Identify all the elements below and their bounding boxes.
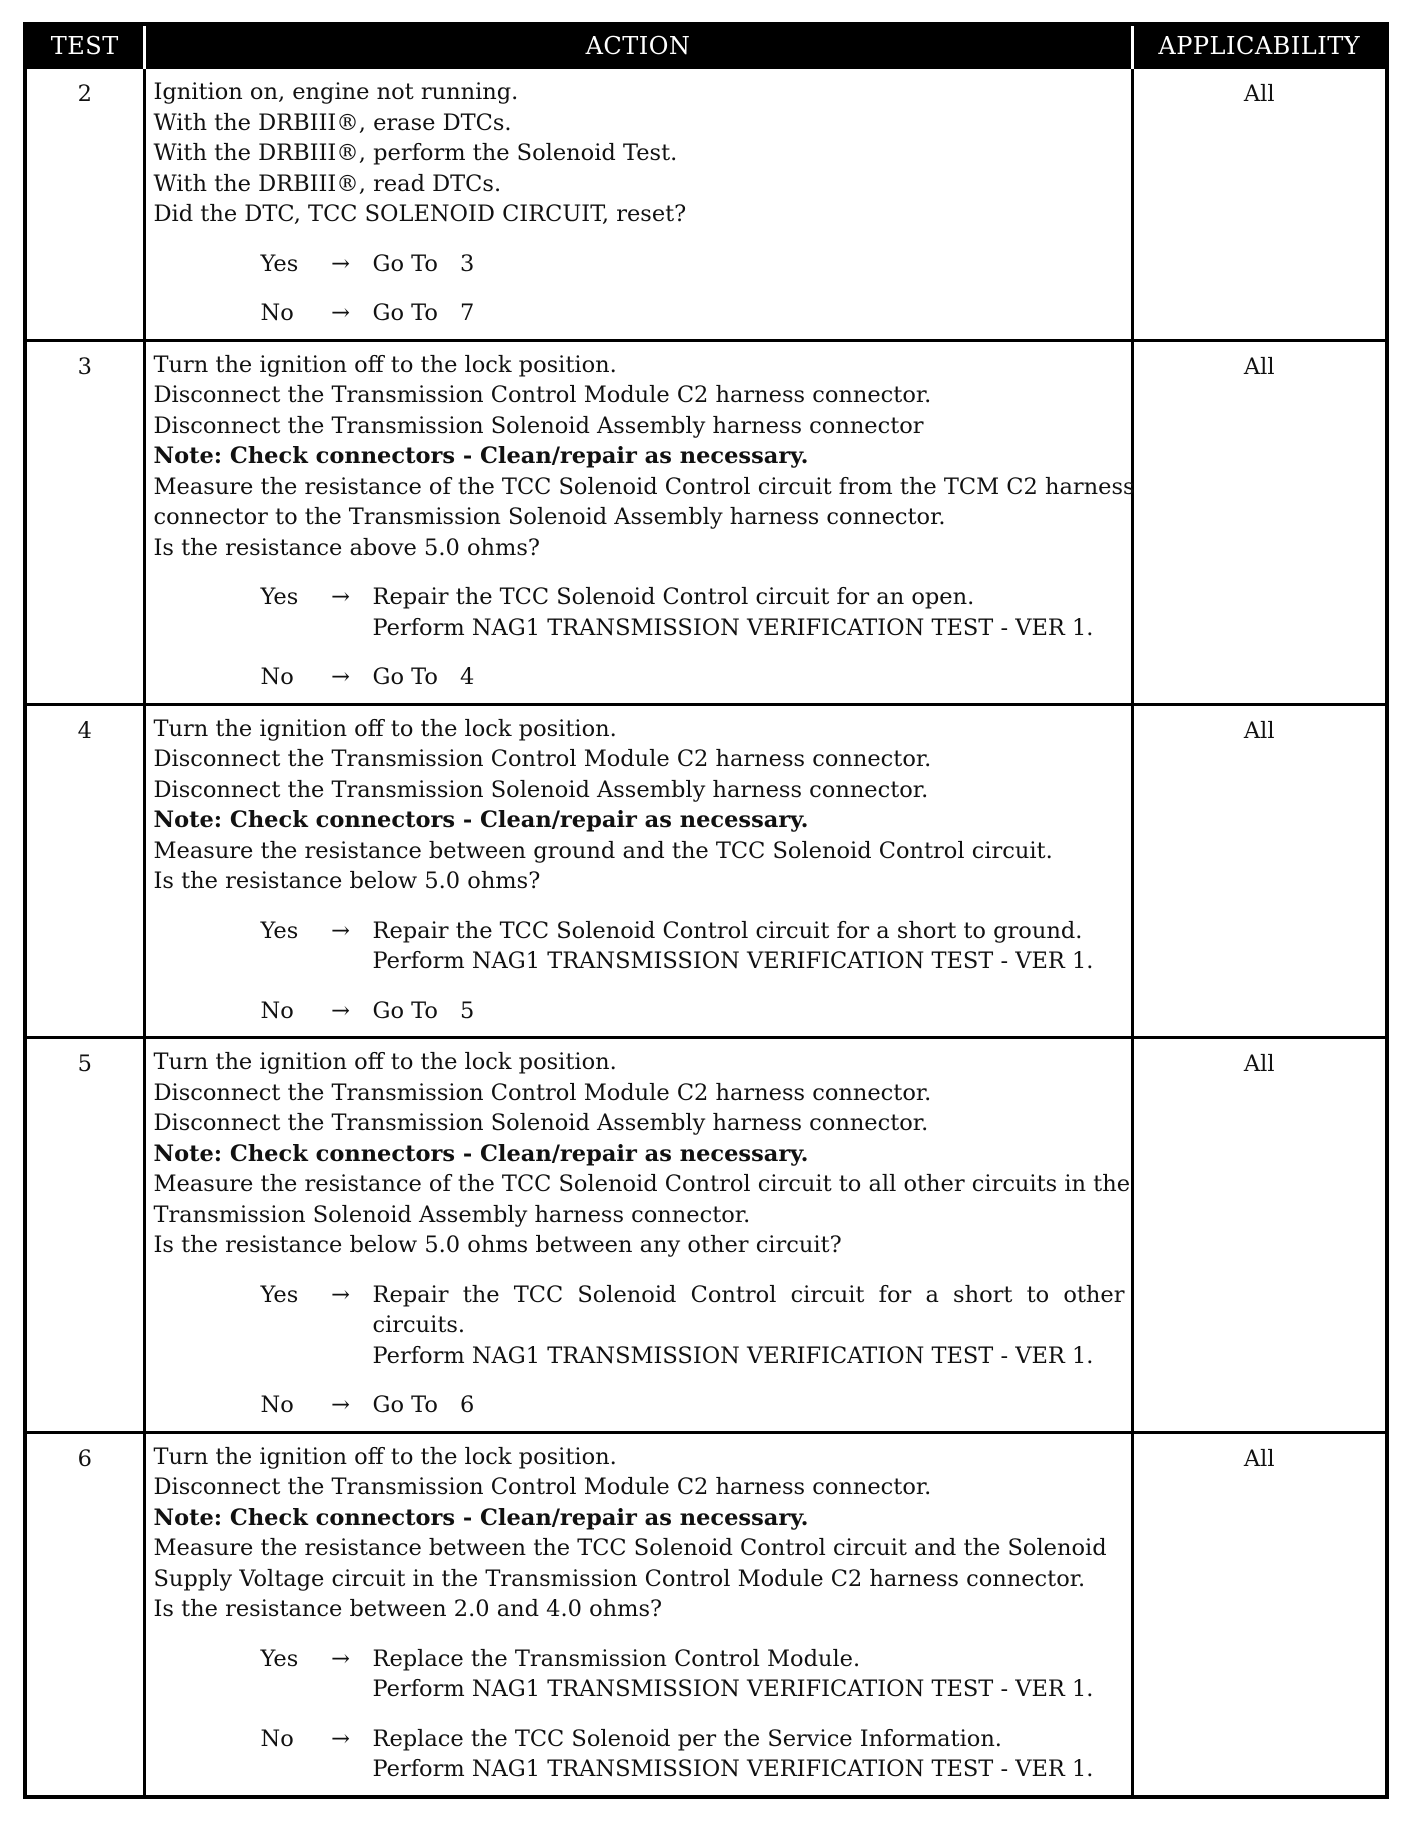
header-applicability: APPLICABILITY [1132,24,1387,68]
yes-result [373,1280,1125,1372]
yes-label: Yes [260,917,299,944]
yes-result-text: Repair the TCC Solenoid Control circuit for an open. [372,584,975,610]
arrow-right-icon: → [331,1392,350,1418]
note-text: Note: Check connectors - Clean/repair as necessary. [153,807,809,833]
action-cell [144,68,1132,341]
test-number: 2 [25,68,144,341]
action-cell [144,1038,1132,1433]
action-step: Disconnect the Transmission Solenoid Assembly harness connector. [153,776,929,803]
yes-label: Yes [260,1645,299,1672]
goto-label: Go To [372,300,438,326]
note-text: Note: Check connectors - Clean/repair as necessary. [153,1504,809,1531]
arrow-right-icon: → [331,664,350,690]
table-row [25,704,1387,1038]
action-question: Is the resistance below 5.0 ohms between any other circuit? [153,1232,842,1258]
verification-test-text: Perform NAG1 TRANSMISSION VERIFICATION TEST - VER 1. [372,1676,1094,1702]
action-step: Measure the resistance of the TCC Solenoid Control circuit to all other circuits in the [153,1171,1131,1197]
diagnostic-test-table [23,22,1389,1799]
arrow-right-icon: → [331,1645,350,1672]
action-step: connector to the Transmission Solenoid Assembly harness connector. [153,504,946,530]
action-step: Transmission Solenoid Assembly harness connector. [153,1201,751,1228]
goto-label: Go To [372,664,438,690]
goto-number: 5 [459,997,475,1024]
table-row [25,1432,1387,1797]
arrow-right-icon: → [331,1725,350,1752]
action-question: Is the resistance below 5.0 ohms? [153,868,541,894]
goto-label: Go To [372,250,438,277]
action-step: Measure the resistance of the TCC Solenoid Control circuit from the TCM C2 harness [153,473,1135,500]
yes-label: Yes [260,250,299,277]
action-step: Ignition on, engine not running. [153,79,519,105]
test-number: 4 [25,704,144,1038]
yes-answer [261,249,1125,280]
no-result [373,996,1125,1027]
no-label: No [260,1725,294,1752]
table-row [25,68,1387,341]
no-answer [261,298,1125,329]
arrow-right-icon: → [331,917,350,944]
goto-number: 7 [459,300,475,326]
test-number: 3 [25,340,144,704]
action-step: Supply Voltage circuit in the Transmission Control Module C2 harness connector. [153,1565,1086,1592]
yes-answer [261,582,1125,643]
action-step: Disconnect the Transmission Solenoid Assembly harness connector [153,412,924,439]
goto-label: Go To [372,997,438,1024]
yes-result [373,1644,1125,1705]
arrow-right-icon: → [331,250,350,277]
arrow-right-icon: → [331,997,350,1024]
applicability-value: All [1132,704,1387,1038]
no-result [373,662,1125,693]
action-step: Turn the ignition off to the lock position. [153,1049,617,1075]
action-step: Measure the resistance between ground and the TCC Solenoid Control circuit. [153,837,1053,864]
note-text: Note: Check connectors - Clean/repair as necessary. [153,443,809,469]
no-result [373,298,1125,329]
verification-test-text: Perform NAG1 TRANSMISSION VERIFICATION TEST - VER 1. [372,948,1094,974]
diagnostic-table-page [23,22,1385,1799]
action-step: Disconnect the Transmission Control Module C2 harness connector. [153,746,932,772]
verification-test-text: Perform NAG1 TRANSMISSION VERIFICATION TEST - VER 1. [372,1756,1094,1782]
action-cell [144,704,1132,1038]
arrow-right-icon: → [331,1281,350,1308]
note-text: Note: Check connectors - Clean/repair as necessary. [153,1140,809,1167]
table-header-row [25,24,1387,68]
action-step: With the DRBIII®, read DTCs. [153,170,502,197]
yes-answer [261,916,1125,977]
verification-test-text: Perform NAG1 TRANSMISSION VERIFICATION TEST - VER 1. [372,1342,1094,1369]
no-answer [261,1390,1125,1421]
action-step: Turn the ignition off to the lock position. [153,715,617,742]
yes-label: Yes [260,584,299,610]
goto-number: 3 [459,250,475,277]
applicability-value: All [1132,340,1387,704]
goto-label: Go To [372,1392,438,1418]
action-question: Is the resistance above 5.0 ohms? [153,534,540,561]
no-label: No [260,997,294,1024]
action-step: Turn the ignition off to the lock position. [153,351,617,378]
arrow-right-icon: → [331,300,350,326]
action-step: Disconnect the Transmission Control Module C2 harness connector. [153,382,932,408]
action-cell [144,1432,1132,1797]
no-result-text: Replace the TCC Solenoid per the Service Information. [372,1725,1002,1752]
yes-answer [261,1280,1125,1372]
arrow-right-icon: → [331,584,350,610]
header-action: ACTION [144,24,1132,68]
applicability-value: All [1132,68,1387,341]
no-result [373,1390,1125,1421]
action-step: Disconnect the Transmission Control Module C2 harness connector. [153,1079,932,1106]
no-label: No [260,300,294,326]
yes-result [373,582,1125,643]
action-cell [144,340,1135,704]
action-step: Disconnect the Transmission Solenoid Assembly harness connector. [153,1110,929,1136]
action-step: Disconnect the Transmission Control Module C2 harness connector. [153,1474,932,1500]
yes-result-text: Repair the TCC Solenoid Control circuit for a short to other circuits. [372,1281,1125,1338]
table-row [25,1038,1387,1433]
goto-number: 4 [459,664,475,690]
no-answer [261,996,1125,1027]
action-step: Measure the resistance between the TCC Solenoid Control circuit and the Solenoid [153,1535,1107,1561]
action-question: Is the resistance between 2.0 and 4.0 ohms? [153,1596,663,1622]
yes-answer [261,1644,1125,1705]
yes-label: Yes [260,1281,299,1308]
yes-result-text: Replace the Transmission Control Module. [372,1645,861,1672]
applicability-value: All [1132,1432,1387,1797]
test-number: 6 [25,1432,144,1797]
no-label: No [260,664,294,690]
yes-result [373,916,1125,977]
applicability-value: All [1132,1038,1387,1433]
yes-result [373,249,1125,280]
table-row [25,340,1387,704]
action-question: Did the DTC, TCC SOLENOID CIRCUIT, reset? [153,201,687,227]
no-answer [261,1724,1125,1785]
header-test: TEST [25,24,144,68]
no-label: No [260,1392,294,1418]
no-result [373,1724,1125,1785]
test-number: 5 [25,1038,144,1433]
goto-number: 6 [459,1392,475,1418]
yes-result-text: Repair the TCC Solenoid Control circuit for a short to ground. [372,917,1083,944]
action-step: With the DRBIII®, perform the Solenoid Test. [153,140,678,166]
no-answer [261,662,1125,693]
action-step: With the DRBIII®, erase DTCs. [153,109,512,136]
verification-test-text: Perform NAG1 TRANSMISSION VERIFICATION TEST - VER 1. [372,614,1094,641]
action-step: Turn the ignition off to the lock position. [153,1443,617,1470]
